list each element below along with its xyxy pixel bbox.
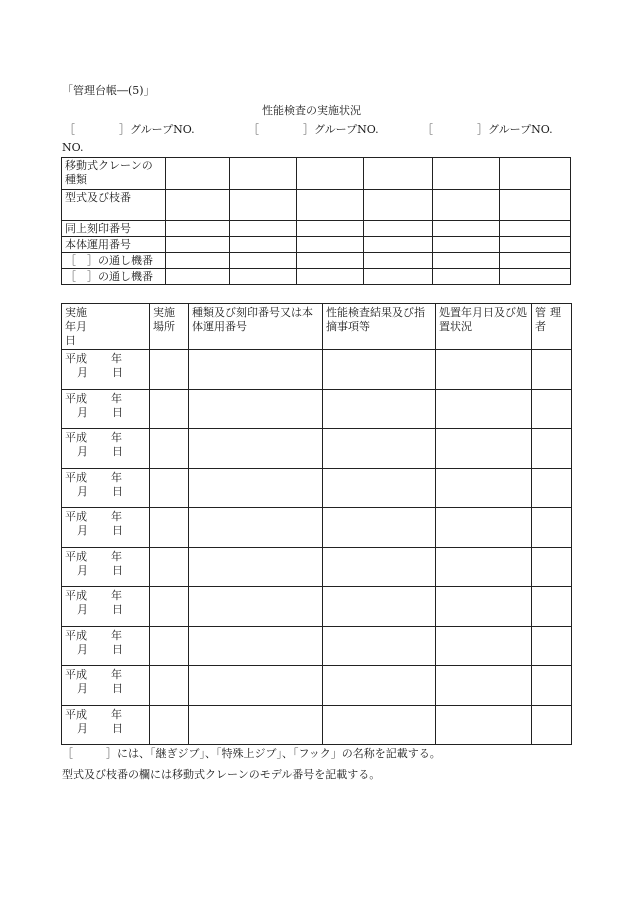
group-close-label: ］グループNO. xyxy=(303,123,379,136)
era-label: 平成 xyxy=(65,628,87,642)
action-cell[interactable] xyxy=(436,547,532,587)
date-cell[interactable] xyxy=(62,389,150,429)
type-number-cell[interactable] xyxy=(189,389,323,429)
row-label: 本体運用番号 xyxy=(62,237,166,253)
entry-cell[interactable] xyxy=(297,158,364,190)
date-cell[interactable] xyxy=(62,705,150,745)
entry-cell[interactable] xyxy=(230,237,297,253)
day-label: 日 xyxy=(112,405,123,419)
era-label: 平成 xyxy=(65,668,87,681)
row-label: 移動式クレーンの種類 xyxy=(62,158,166,190)
table-row xyxy=(62,508,572,548)
row-label: 同上刻印番号 xyxy=(62,221,166,237)
place-cell[interactable] xyxy=(150,587,189,627)
month-label: 月 xyxy=(77,524,88,537)
type-number-cell[interactable] xyxy=(189,626,323,666)
ledger-label: 「管理台帳―(5)」 xyxy=(62,84,155,97)
place-cell[interactable] xyxy=(150,666,189,706)
action-cell[interactable] xyxy=(436,666,532,706)
day-label: 日 xyxy=(112,484,123,498)
date-cell[interactable] xyxy=(62,626,150,666)
day-label: 日 xyxy=(112,682,123,695)
type-number-cell[interactable] xyxy=(189,468,323,508)
table-row xyxy=(62,705,572,745)
entry-cell[interactable] xyxy=(433,269,500,285)
manager-cell[interactable] xyxy=(532,389,572,429)
entry-cell[interactable] xyxy=(364,269,433,285)
action-cell[interactable] xyxy=(436,587,532,627)
type-number-cell[interactable] xyxy=(189,666,323,706)
row-label: ［ ］の通し機番 xyxy=(62,269,166,285)
year-label: 年 xyxy=(111,707,122,721)
month-label: 月 xyxy=(77,682,88,695)
year-label: 年 xyxy=(111,628,122,642)
entry-cell[interactable] xyxy=(500,158,571,190)
entry-cell[interactable] xyxy=(433,221,500,237)
entry-cell[interactable] xyxy=(230,253,297,269)
entry-cell[interactable] xyxy=(166,269,230,285)
day-label: 日 xyxy=(112,524,123,537)
date-cell[interactable] xyxy=(62,350,150,390)
date-cell[interactable] xyxy=(62,508,150,548)
entry-cell[interactable] xyxy=(500,237,571,253)
result-cell[interactable] xyxy=(323,389,436,429)
table-row xyxy=(62,429,572,469)
entry-cell[interactable] xyxy=(364,221,433,237)
table-row xyxy=(62,190,571,221)
action-cell[interactable] xyxy=(436,705,532,745)
table-row xyxy=(62,626,572,666)
type-number-cell[interactable] xyxy=(189,547,323,587)
manager-cell[interactable] xyxy=(532,547,572,587)
entry-cell[interactable] xyxy=(166,253,230,269)
table-row xyxy=(62,350,572,390)
entry-cell[interactable] xyxy=(230,269,297,285)
era-label: 平成 xyxy=(65,510,87,523)
action-cell[interactable] xyxy=(436,350,532,390)
day-label: 日 xyxy=(112,445,123,458)
action-cell[interactable] xyxy=(436,389,532,429)
group-open-bracket: ［ xyxy=(422,123,433,136)
header-action: 処置年月日及び処置状況 xyxy=(436,304,532,350)
table-row xyxy=(62,158,571,190)
date-cell[interactable] xyxy=(62,587,150,627)
month-label: 月 xyxy=(77,563,88,577)
day-label: 日 xyxy=(112,642,123,656)
entry-cell[interactable] xyxy=(230,158,297,190)
table-row xyxy=(62,269,571,285)
year-label: 年 xyxy=(111,470,122,484)
entry-cell[interactable] xyxy=(500,253,571,269)
entry-cell[interactable] xyxy=(297,269,364,285)
result-cell[interactable] xyxy=(323,508,436,548)
result-cell[interactable] xyxy=(323,468,436,508)
table-row xyxy=(62,468,572,508)
place-cell[interactable] xyxy=(150,468,189,508)
header-result: 性能検査結果及び指摘事項等 xyxy=(323,304,436,350)
inspection-table xyxy=(61,303,572,745)
day-label: 日 xyxy=(112,563,123,577)
entry-cell[interactable] xyxy=(433,158,500,190)
month-label: 月 xyxy=(77,405,88,419)
place-cell[interactable] xyxy=(150,389,189,429)
result-cell[interactable] xyxy=(323,429,436,469)
equipment-table xyxy=(61,157,571,285)
entry-cell[interactable] xyxy=(433,237,500,253)
type-number-cell[interactable] xyxy=(189,429,323,469)
page-title: 性能検査の実施状況 xyxy=(262,104,361,117)
table-row xyxy=(62,253,571,269)
place-cell[interactable] xyxy=(150,705,189,745)
entry-cell[interactable] xyxy=(364,190,433,221)
day-label: 日 xyxy=(112,603,123,616)
entry-cell[interactable] xyxy=(166,237,230,253)
date-cell[interactable] xyxy=(62,666,150,706)
year-label: 年 xyxy=(111,352,122,365)
place-cell[interactable] xyxy=(150,429,189,469)
day-label: 日 xyxy=(112,721,123,735)
date-cell[interactable] xyxy=(62,429,150,469)
place-cell[interactable] xyxy=(150,350,189,390)
type-number-cell[interactable] xyxy=(189,350,323,390)
result-cell[interactable] xyxy=(323,626,436,666)
entry-cell[interactable] xyxy=(500,190,571,221)
result-cell[interactable] xyxy=(323,587,436,627)
action-cell[interactable] xyxy=(436,626,532,666)
note-2: 型式及び枝番の欄には移動式クレーンのモデル番号を記載する。 xyxy=(62,768,381,781)
place-cell[interactable] xyxy=(150,626,189,666)
group-no-2 xyxy=(248,123,379,137)
header-type-number: 種類及び刻印番号又は本体運用番号 xyxy=(189,304,323,350)
entry-cell[interactable] xyxy=(230,190,297,221)
table-row xyxy=(62,389,572,429)
result-cell[interactable] xyxy=(323,666,436,706)
month-label: 月 xyxy=(77,366,88,379)
row-label: ［ ］の通し機番 xyxy=(62,253,166,269)
row-label: 型式及び枝番 xyxy=(62,190,166,221)
entry-cell[interactable] xyxy=(500,269,571,285)
group-no-3 xyxy=(422,123,553,137)
date-cell[interactable] xyxy=(62,547,150,587)
result-cell[interactable] xyxy=(323,350,436,390)
entry-cell[interactable] xyxy=(364,253,433,269)
header-place: 実施場所 xyxy=(150,304,189,350)
type-number-cell[interactable] xyxy=(189,705,323,745)
manager-cell[interactable] xyxy=(532,626,572,666)
era-label: 平成 xyxy=(65,470,87,484)
type-number-cell[interactable] xyxy=(189,587,323,627)
table-header-row xyxy=(62,304,572,350)
era-label: 平成 xyxy=(65,707,87,721)
date-cell[interactable] xyxy=(62,468,150,508)
entry-cell[interactable] xyxy=(433,253,500,269)
type-number-cell[interactable] xyxy=(189,508,323,548)
table-row xyxy=(62,237,571,253)
month-label: 月 xyxy=(77,642,88,656)
entry-cell[interactable] xyxy=(166,190,230,221)
entry-cell[interactable] xyxy=(364,237,433,253)
manager-cell[interactable] xyxy=(532,705,572,745)
era-label: 平成 xyxy=(65,391,87,405)
manager-cell[interactable] xyxy=(532,350,572,390)
entry-cell[interactable] xyxy=(230,221,297,237)
result-cell[interactable] xyxy=(323,547,436,587)
day-label: 日 xyxy=(112,366,123,379)
month-label: 月 xyxy=(77,484,88,498)
group-overflow-no: NO. xyxy=(62,141,84,154)
year-label: 年 xyxy=(111,391,122,405)
manager-cell[interactable] xyxy=(532,468,572,508)
entry-cell[interactable] xyxy=(166,158,230,190)
note-1: ［ ］には、「継ぎジブ」、「特殊上ジブ」、「フック」の名称を記載する。 xyxy=(62,747,441,760)
table-row xyxy=(62,587,572,627)
place-cell[interactable] xyxy=(150,508,189,548)
place-cell[interactable] xyxy=(150,547,189,587)
entry-cell[interactable] xyxy=(297,253,364,269)
manager-cell[interactable] xyxy=(532,508,572,548)
entry-cell[interactable] xyxy=(297,221,364,237)
group-close-label: ］グループNO. xyxy=(477,123,553,136)
entry-cell[interactable] xyxy=(500,221,571,237)
year-label: 年 xyxy=(111,549,122,563)
manager-cell[interactable] xyxy=(532,429,572,469)
year-label: 年 xyxy=(111,431,122,444)
table-row xyxy=(62,547,572,587)
entry-cell[interactable] xyxy=(297,190,364,221)
table-row xyxy=(62,221,571,237)
entry-cell[interactable] xyxy=(364,158,433,190)
year-label: 年 xyxy=(111,589,122,602)
group-close-label: ］グループNO. xyxy=(119,123,195,136)
entry-cell[interactable] xyxy=(297,237,364,253)
manager-cell[interactable] xyxy=(532,666,572,706)
month-label: 月 xyxy=(77,603,88,616)
era-label: 平成 xyxy=(65,589,87,602)
era-label: 平成 xyxy=(65,431,87,444)
action-cell[interactable] xyxy=(436,508,532,548)
entry-cell[interactable] xyxy=(433,190,500,221)
era-label: 平成 xyxy=(65,549,87,563)
table-row xyxy=(62,666,572,706)
era-label: 平成 xyxy=(65,352,87,365)
action-cell[interactable] xyxy=(436,468,532,508)
year-label: 年 xyxy=(111,668,122,681)
group-open-bracket: ［ xyxy=(248,123,259,136)
group-open-bracket: ［ xyxy=(64,123,75,136)
entry-cell[interactable] xyxy=(166,221,230,237)
header-manager: 管理者 xyxy=(532,304,572,350)
action-cell[interactable] xyxy=(436,429,532,469)
manager-cell[interactable] xyxy=(532,587,572,627)
month-label: 月 xyxy=(77,721,88,735)
group-no-1 xyxy=(64,123,195,137)
header-date: 実施年月日 xyxy=(62,304,150,350)
year-label: 年 xyxy=(111,510,122,523)
month-label: 月 xyxy=(77,445,88,458)
result-cell[interactable] xyxy=(323,705,436,745)
